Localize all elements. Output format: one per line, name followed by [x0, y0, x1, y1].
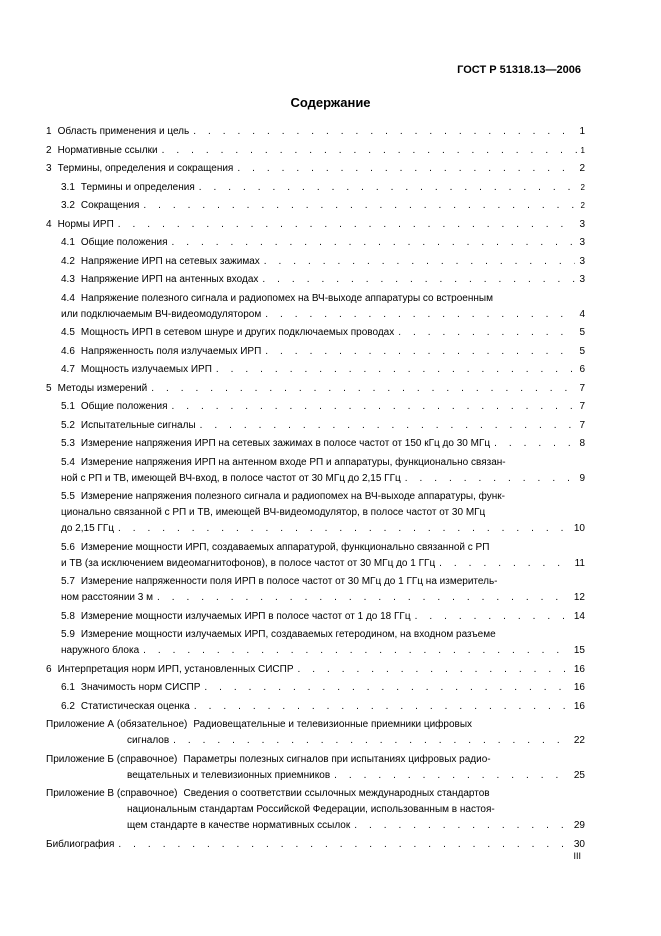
toc-entry-title: Термины и определения — [80, 181, 195, 193]
toc-entry[interactable] — [46, 161, 585, 177]
toc-page-number: 1 — [580, 145, 585, 155]
toc-entry[interactable] — [46, 325, 585, 341]
toc-entry[interactable] — [46, 217, 585, 233]
toc-leader-dots — [151, 381, 575, 397]
toc-page-number: 30 — [573, 838, 585, 850]
toc-leader-dots — [193, 124, 575, 140]
toc-page-number: 11 — [574, 557, 585, 569]
toc-entry-title: Сокращения — [80, 200, 140, 211]
toc-entry[interactable] — [46, 418, 585, 434]
toc-page-number: 25 — [573, 769, 585, 781]
toc-entry-title: до 2,15 ГГц — [61, 523, 114, 534]
toc-entry-number: 4.1 — [61, 237, 75, 248]
toc-page-number: 3 — [579, 237, 585, 248]
toc-entry[interactable] — [46, 680, 585, 696]
toc-entry-title: Статистическая оценка — [80, 700, 190, 712]
toc-page-number: 6 — [579, 364, 585, 375]
toc-leader-dots — [237, 161, 575, 177]
toc-leader-dots — [118, 521, 570, 537]
toc-leader-dots — [204, 680, 569, 696]
toc-entry-number: 5.4 — [61, 456, 75, 468]
toc-annex-label: Приложение А (обязательное) — [46, 719, 188, 730]
toc-entry-number: 5.5 — [61, 491, 75, 502]
toc-entry-title: ном расстоянии 3 м — [61, 592, 153, 603]
toc-entry-title: Значимость норм СИСПР — [80, 682, 201, 693]
toc-leader-dots — [334, 768, 570, 784]
toc-page-number: 3 — [579, 274, 585, 285]
toc-entry-number: 5.8 — [61, 610, 75, 622]
toc-entry[interactable] — [46, 489, 585, 537]
toc-entry[interactable] — [46, 198, 585, 214]
page-number-roman: III — [573, 851, 581, 861]
toc-page-number: 22 — [573, 735, 585, 746]
toc-entry[interactable] — [46, 180, 585, 196]
toc-leader-dots — [264, 254, 576, 270]
toc-page-number: 9 — [579, 472, 585, 484]
toc-entry-title: Общие положения — [80, 237, 168, 248]
toc-entry-title: Напряжение ИРП на сетевых зажимах — [80, 255, 260, 267]
toc-leader-dots — [162, 143, 577, 159]
toc-entry[interactable] — [46, 254, 585, 270]
toc-entry-title: Методы измерений — [57, 382, 148, 394]
toc-page-number: 8 — [579, 438, 585, 449]
toc-annex-label: Приложение Б (справочное) — [46, 753, 178, 765]
toc-entry-title: щем стандарте в качестве нормативных ссылок — [127, 820, 351, 831]
toc-entry-title: Мощность излучаемых ИРП — [80, 364, 212, 375]
toc-entry-number: 3.1 — [61, 181, 75, 193]
toc-page-number: 7 — [579, 419, 585, 431]
toc-entry-number: 4.4 — [61, 292, 75, 304]
toc-entry-number: 5 — [46, 382, 52, 394]
toc-entry-title: Напряжение ИРП на антенных входах — [80, 274, 259, 285]
toc-entry-title: Термины, определения и сокращения — [57, 163, 234, 174]
toc-entry-number: 4.7 — [61, 364, 75, 375]
toc-entry-title: Напряжение полезного сигнала и радиопомех на ВЧ-выходе аппаратуры со встроенным — [80, 292, 493, 304]
toc-entry[interactable] — [46, 272, 585, 288]
toc-leader-dots — [398, 325, 575, 341]
toc-entry[interactable] — [46, 143, 585, 159]
toc-entry[interactable] — [46, 609, 585, 625]
toc-page-number: 3 — [579, 255, 585, 267]
toc-entry[interactable] — [46, 455, 585, 487]
toc-leader-dots — [143, 643, 570, 659]
toc-leader-dots — [194, 699, 570, 715]
toc-page-number: 12 — [573, 592, 585, 603]
toc-leader-dots — [172, 399, 576, 415]
toc-entry-title: Испытательные сигналы — [80, 419, 196, 431]
toc-leader-dots — [143, 198, 576, 214]
toc-entry-title: Измерение мощности излучаемых ИРП, создаваемых гетеродином, на входном разъеме — [80, 629, 496, 640]
toc-page-number: 10 — [573, 523, 585, 534]
toc-entry-number: 4.2 — [61, 255, 75, 267]
toc-entry-number: 6.1 — [61, 682, 75, 693]
toc-entry-number: 6 — [46, 663, 52, 675]
page-title: Содержание — [290, 95, 371, 110]
toc-entry-title: Измерение мощности ИРП, создаваемых аппаратурой, функционально связанной с РП — [80, 541, 490, 553]
toc-entry[interactable] — [46, 381, 585, 397]
toc-entry[interactable] — [46, 291, 585, 323]
toc-entry-title: сигналов — [127, 735, 170, 746]
toc-entry-number: 2 — [46, 144, 52, 156]
toc-page-number: 2 — [580, 182, 585, 192]
toc-page-number: 2 — [579, 163, 585, 174]
toc-leader-dots — [415, 609, 570, 625]
toc-entry-title: Напряженность поля излучаемых ИРП — [80, 345, 262, 357]
toc-entry-title: Измерение напряжения полезного сигнала и радиопомех на ВЧ-выходе аппаратуры, функ- — [80, 491, 505, 502]
toc-entry[interactable] — [46, 124, 585, 140]
toc-page-number: 2 — [580, 201, 585, 210]
toc-entry[interactable] — [46, 786, 585, 834]
toc-entry[interactable] — [46, 574, 585, 606]
toc-leader-dots — [354, 818, 570, 834]
toc-entry[interactable] — [46, 436, 585, 452]
toc-page-number: 16 — [573, 663, 585, 675]
toc-entry-title: Общие положения — [80, 401, 168, 412]
toc-page-number: 5 — [579, 327, 585, 338]
toc-leader-dots — [216, 362, 576, 378]
toc-entry[interactable] — [46, 399, 585, 415]
toc-entry-title: Нормативные ссылки — [57, 144, 158, 156]
toc-entry[interactable] — [46, 344, 585, 360]
toc-entry-number: 3 — [46, 163, 52, 174]
toc-entry-title: вещательных и телевизионных приемников — [127, 769, 331, 781]
toc-entry[interactable] — [46, 699, 585, 715]
toc-leader-dots — [173, 733, 570, 749]
toc-entry-title: Измерение напряжения ИРП на сетевых зажимах в полосе частот от 150 кГц до 30 МГц — [80, 438, 491, 449]
toc-leader-dots — [494, 436, 575, 452]
toc-entry-title: Радиовещательные и телевизионные приемники цифровых — [193, 719, 473, 730]
toc-leader-dots — [262, 272, 575, 288]
toc-page-number: 14 — [573, 610, 585, 622]
toc-entry-title: ционально связанной с РП и ТВ, имеющей ВЧ-видеомодулятор, в полосе частот от 30 МГц — [61, 507, 486, 518]
toc-page-number: 29 — [573, 820, 585, 831]
toc-entry-number: 5.2 — [61, 419, 75, 431]
toc-leader-dots — [118, 837, 569, 853]
toc-entry-title: Параметры полезных сигналов при испытаниях цифровых радио- — [183, 753, 491, 765]
toc-entry-number: 6.2 — [61, 700, 75, 712]
toc-entry-title: Нормы ИРП — [57, 218, 114, 230]
toc-entry[interactable] — [46, 717, 585, 749]
toc-page-number: 5 — [579, 345, 585, 357]
toc-leader-dots — [439, 556, 570, 572]
table-of-contents — [46, 124, 585, 855]
toc-leader-dots — [118, 217, 576, 233]
toc-entry-title: Измерение напряжения ИРП на антенном входе РП и аппаратуры, функционально связан- — [80, 456, 506, 468]
toc-entry-number: 5.3 — [61, 438, 75, 449]
toc-leader-dots — [172, 235, 576, 251]
toc-entry-number: 5.9 — [61, 629, 75, 640]
toc-entry[interactable] — [46, 235, 585, 251]
toc-entry[interactable] — [46, 540, 585, 572]
toc-entry-number: 1 — [46, 126, 52, 137]
toc-entry-title: Интерпретация норм ИРП, установленных СИСПР — [57, 663, 294, 675]
toc-entry-title: Библиография — [46, 838, 115, 850]
toc-entry-title: или подключаемым ВЧ-видеомодулятором — [61, 308, 262, 320]
toc-leader-dots — [405, 471, 576, 487]
toc-annex-label: Приложение В (справочное) — [46, 788, 178, 799]
toc-entry-number: 4.6 — [61, 345, 75, 357]
standard-designation: ГОСТ Р 51318.13—2006 — [457, 64, 581, 76]
toc-page-number: 7 — [579, 401, 585, 412]
toc-leader-dots — [200, 418, 576, 434]
toc-entry[interactable] — [46, 837, 585, 853]
toc-entry-title: Мощность ИРП в сетевом шнуре и других подключаемых проводах — [80, 327, 395, 338]
toc-leader-dots — [265, 344, 575, 360]
toc-page-number: 1 — [579, 126, 585, 137]
toc-entry-title: Измерение напряженности поля ИРП в полосе частот от 30 МГц до 1 ГГц на измеритель- — [80, 576, 498, 587]
toc-entry-number: 3.2 — [61, 200, 75, 211]
toc-entry[interactable] — [46, 752, 585, 784]
toc-leader-dots — [199, 180, 577, 196]
toc-entry-title: национальным стандартам Российской Федерации, использованным в настоя- — [127, 804, 495, 815]
toc-entry-title: ной с РП и ТВ, имеющей ВЧ-вход, в полосе частот от 30 МГц до 2,15 ГГц — [61, 472, 401, 484]
toc-entry[interactable] — [46, 362, 585, 378]
toc-page-number: 16 — [573, 682, 585, 693]
toc-entry-number: 4.5 — [61, 327, 75, 338]
toc-entry[interactable] — [46, 627, 585, 659]
toc-entry-title: Сведения о соответствии ссылочных международных стандартов — [183, 788, 490, 799]
toc-entry-number: 5.1 — [61, 401, 75, 412]
toc-entry-number: 4 — [46, 218, 52, 230]
toc-leader-dots — [157, 590, 570, 606]
toc-page-number: 3 — [579, 218, 585, 230]
toc-page-number: 4 — [579, 308, 585, 320]
toc-entry-number: 5.6 — [61, 541, 75, 553]
toc-leader-dots — [298, 662, 570, 678]
toc-entry[interactable] — [46, 662, 585, 678]
toc-leader-dots — [265, 307, 575, 323]
toc-page-number: 16 — [573, 700, 585, 712]
toc-entry-title: наружного блока — [61, 645, 140, 656]
toc-entry-title: Измерение мощности излучаемых ИРП в полосе частот от 1 до 18 ГГц — [80, 610, 411, 622]
toc-entry-number: 4.3 — [61, 274, 75, 285]
toc-entry-number: 5.7 — [61, 576, 75, 587]
toc-page-number: 15 — [573, 645, 585, 656]
toc-entry-title: и ТВ (за исключением видеомагнитофонов), в полосе частот от 30 МГц до 1 ГГц — [61, 557, 436, 569]
toc-page-number: 7 — [579, 382, 585, 394]
toc-entry-title: Область применения и цель — [57, 126, 190, 137]
